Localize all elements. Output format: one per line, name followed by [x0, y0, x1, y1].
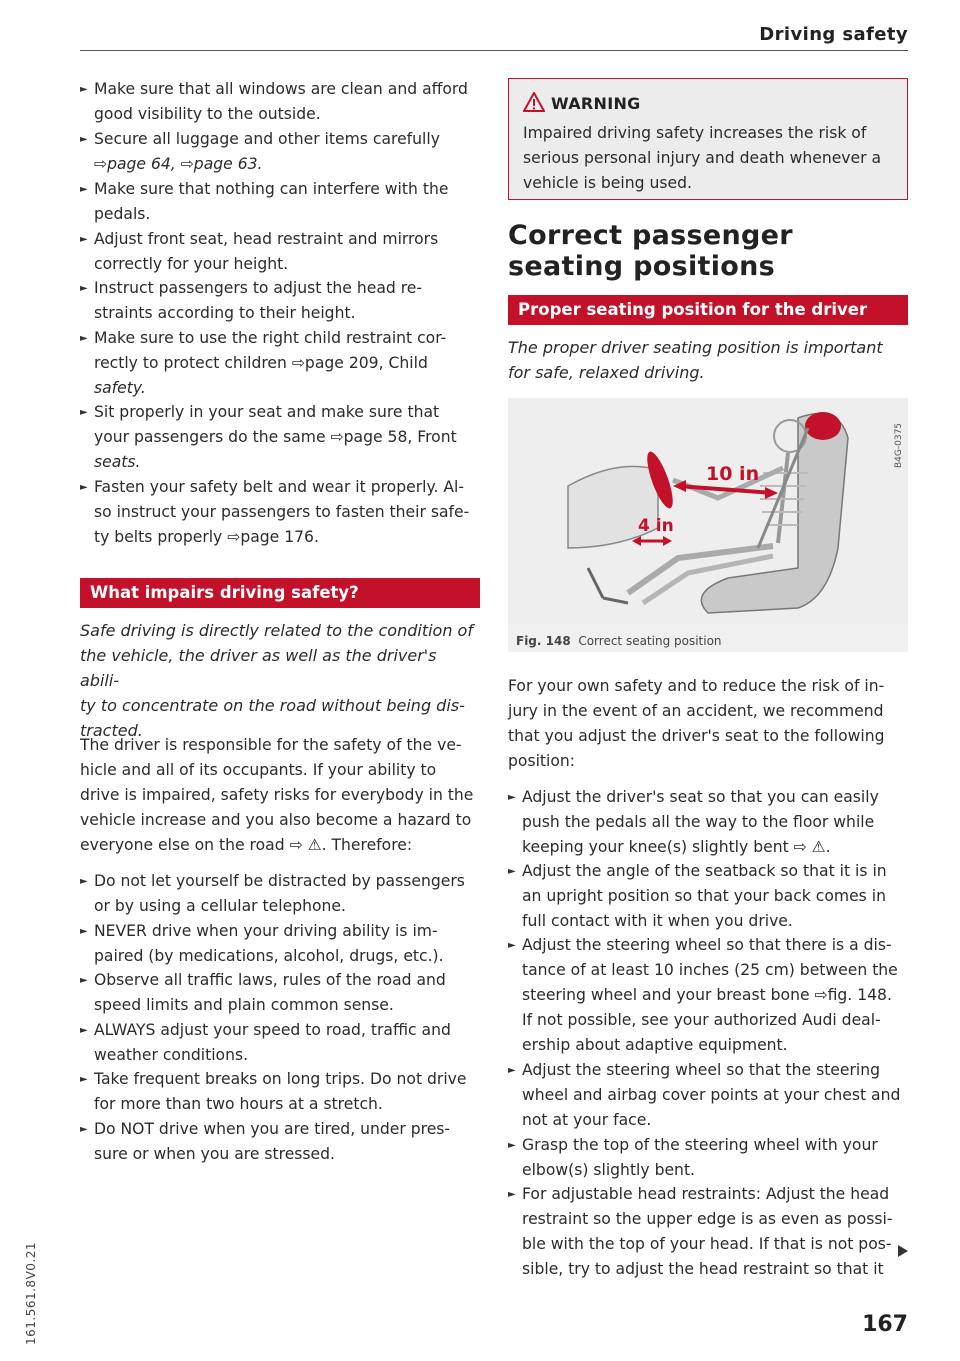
warning-triangle-icon	[523, 92, 545, 112]
list-item: ► Adjust the steering wheel so that there is a dis- tance of at least 10 inches (25 cm) between the steering wheel and your breast bone ⇨fig. 148. If not possible, see your authorized Audi deal- ership about adaptive equipment.	[508, 933, 908, 1058]
list-item: ► For adjustable head restraints: Adjust the head restraint so the upper edge is as even as possi- ble with the top of your head. If that is not pos- sible, try to adjust the head restraint so that it	[508, 1182, 908, 1282]
figure-caption: Fig. 148 Correct seating position	[516, 634, 722, 648]
body-paragraph: For your own safety and to reduce the risk of in- jury in the event of an accident, we recommend that you adjust the driver's seat to the following position:	[508, 677, 885, 770]
page-title: Correct passenger seating positions	[508, 220, 793, 282]
document-code: 161.561.8V0.21	[24, 1242, 38, 1345]
continue-arrow-icon	[898, 1245, 908, 1257]
list-item: ► Make sure to use the right child restraint cor- rectly to protect children ⇨page 209, Child safety.	[80, 326, 480, 401]
list-item: ► Sit properly in your seat and make sure that your passengers do the same ⇨page 58, Front seats.	[80, 400, 480, 475]
list-item: ► Take frequent breaks on long trips. Do not drive for more than two hours at a stretch.	[80, 1067, 480, 1117]
list-item: ► Secure all luggage and other items carefully ⇨page 64, ⇨page 63.	[80, 127, 480, 177]
right-column	[508, 0, 908, 1361]
warning-box	[508, 78, 908, 200]
distance-label-10in: 10 in	[706, 463, 760, 485]
figure-code: B4G-0375	[894, 422, 904, 468]
seating-position-illustration	[508, 398, 908, 624]
intro-paragraph: Safe driving is directly related to the condition of the vehicle, the driver as well as the driver's abili- ty to concentrate on the road without being dis- tracted.	[80, 621, 473, 740]
list-item: ► Observe all traffic laws, rules of the road and speed limits and plain common sense.	[80, 968, 480, 1018]
section-heading: What impairs driving safety?	[80, 578, 480, 608]
list-item: ► Adjust the angle of the seatback so that it is in an upright position so that your back comes in full contact with it when you drive.	[508, 859, 908, 934]
list-item: ► Grasp the top of the steering wheel with your elbow(s) slightly bent.	[508, 1133, 908, 1183]
list-item: ► Do not let yourself be distracted by passengers or by using a cellular telephone.	[80, 869, 480, 919]
list-item: ► Do NOT drive when you are tired, under pres- sure or when you are stressed.	[80, 1117, 480, 1167]
running-header: Driving safety	[759, 24, 908, 45]
section-heading: Proper seating position for the driver	[508, 295, 908, 325]
figure	[508, 398, 908, 652]
list-item: ► NEVER drive when your driving ability is im- paired (by medications, alcohol, drugs, etc.).	[80, 919, 480, 969]
left-column	[80, 0, 480, 1361]
list-item: ► Make sure that all windows are clean and afford good visibility to the outside.	[80, 77, 480, 127]
list-item: ► Adjust front seat, head restraint and mirrors correctly for your height.	[80, 227, 480, 277]
body-paragraph: The driver is responsible for the safety of the ve- hicle and all of its occupants. If your ability to drive is impaired, safety risks for everybody in the vehicle increase and you also become a hazard to everyone else on the road ⇨ ⚠. Therefore:	[80, 736, 474, 854]
list-item: ► Fasten your safety belt and wear it properly. Al- so instruct your passengers to fasten their safe- ty belts properly ⇨page 176.	[80, 475, 480, 550]
list-item: ► Make sure that nothing can interfere with the pedals.	[80, 177, 480, 227]
intro-paragraph: The proper driver seating position is important for safe, relaxed driving.	[508, 338, 883, 382]
page-number: 167	[862, 1312, 908, 1337]
page-reference-link[interactable]: ⇨page 64, ⇨page 63.	[94, 155, 263, 173]
distance-label-4in: 4 in	[638, 516, 674, 536]
warning-text: Impaired driving safety increases the risk of serious personal injury and death whenever a vehicle is being used.	[523, 124, 882, 192]
list-item: ► ALWAYS adjust your speed to road, traffic and weather conditions.	[80, 1018, 480, 1068]
list-item: ► Adjust the driver's seat so that you can easily push the pedals all the way to the floor while keeping your knee(s) slightly bent ⇨ ⚠.	[508, 785, 908, 860]
list-item: ► Instruct passengers to adjust the head re- straints according to their height.	[80, 276, 480, 326]
warning-title: WARNING	[523, 89, 641, 113]
list-item: ► Adjust the steering wheel so that the steering wheel and airbag cover points at your chest and not at your face.	[508, 1058, 908, 1133]
